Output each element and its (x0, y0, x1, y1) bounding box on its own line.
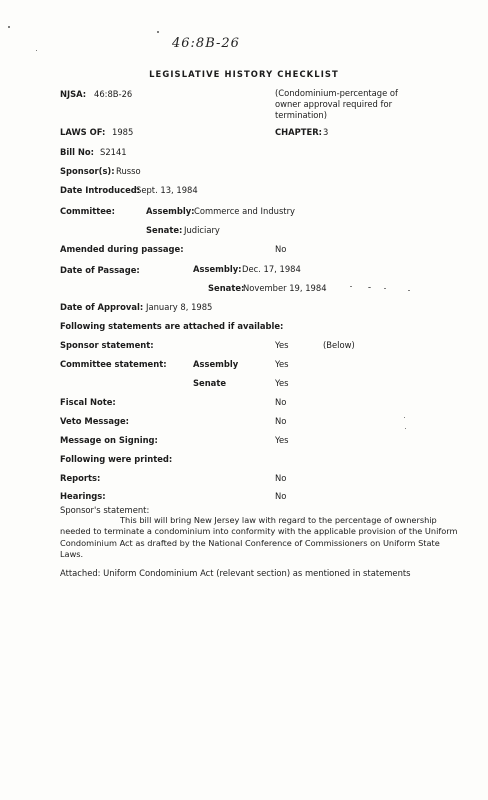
message-on-signing-label: Message on Signing: (60, 435, 158, 445)
amended-value: No (275, 244, 287, 254)
committee-assembly-value: Commerce and Industry (194, 206, 295, 216)
bill-no-label: Bill No: (60, 147, 95, 157)
committee-statement-senate-value: Yes (275, 378, 289, 388)
sponsors-value: Russo (116, 166, 141, 176)
page-title: LEGISLATIVE HISTORY CHECKLIST (149, 69, 339, 79)
hearings-value: No (275, 491, 287, 501)
sponsor-statement-text (60, 515, 460, 560)
date-of-approval-value: January 8, 1985 (146, 302, 213, 312)
committee-senate-label: Senate: (146, 225, 183, 235)
passage-senate-value: November 19, 1984 (243, 283, 327, 293)
sponsor-statement-value: Yes (275, 340, 289, 350)
sponsor-statement-heading: Sponsor's statement: (60, 505, 150, 515)
committee-statement-senate-label: Senate (193, 378, 227, 388)
date-of-approval-label: Date of Approval: (60, 302, 144, 312)
scan-speck (404, 417, 405, 418)
date-introduced-value: Sept. 13, 1984 (136, 185, 198, 195)
njsa-value: 46:8B-26 (94, 89, 133, 99)
attached-heading: Following statements are attached if available: (60, 321, 284, 331)
bill-no-value: S2141 (100, 147, 127, 157)
fiscal-note-label: Fiscal Note: (60, 397, 116, 407)
committee-senate-value: Judiciary (184, 225, 220, 235)
scan-speck (157, 31, 159, 33)
passage-assembly-label: Assembly: (193, 264, 242, 274)
sponsors-label: Sponsor(s): (60, 166, 115, 176)
scan-speck (408, 290, 410, 291)
veto-message-value: No (275, 416, 287, 426)
committee-statement-label: Committee statement: (60, 359, 167, 369)
attached-note: Attached: Uniform Condominium Act (relevant section) as mentioned in statements (60, 568, 411, 578)
description-line-2: owner approval required for (275, 99, 393, 109)
fiscal-note-value: No (275, 397, 287, 407)
sponsor-statement-label: Sponsor statement: (60, 340, 154, 350)
scan-speck (36, 50, 37, 51)
committee-label: Committee: (60, 206, 115, 216)
reports-label: Reports: (60, 473, 101, 483)
scan-speck (368, 287, 371, 288)
passage-assembly-value: Dec. 17, 1984 (242, 264, 301, 274)
scan-speck (350, 286, 352, 287)
handwritten-reference: 46:8B-26 (172, 36, 240, 51)
sponsor-statement-note: (Below) (323, 340, 355, 350)
njsa-label: NJSA: (60, 89, 87, 99)
chapter-value: 3 (323, 127, 329, 137)
scan-speck (384, 288, 386, 289)
committee-statement-assembly-label: Assembly (193, 359, 239, 369)
committee-statement-assembly-value: Yes (275, 359, 289, 369)
description-line-1: (Condominium-percentage of (275, 88, 399, 98)
laws-of-label: LAWS OF: (60, 127, 106, 137)
hearings-label: Hearings: (60, 491, 106, 501)
committee-assembly-label: Assembly: (146, 206, 195, 216)
amended-label: Amended during passage: (60, 244, 184, 254)
date-introduced-label: Date Introduced: (60, 185, 141, 195)
scan-speck (8, 26, 10, 28)
sponsor-statement-body: This bill will bring New Jersey law with regard to the percentage of ownership needed to terminate a condominium into conformity with the applicable provision of the Uniform Condominium Act as drafted by the National Conference of Commissioners on Uniform State Laws. (60, 515, 458, 559)
veto-message-label: Veto Message: (60, 416, 130, 426)
printed-heading: Following were printed: (60, 454, 173, 464)
passage-senate-label: Senate: (208, 283, 245, 293)
laws-of-value: 1985 (112, 127, 134, 137)
chapter-label: CHAPTER: (275, 127, 323, 137)
message-on-signing-value: Yes (275, 435, 289, 445)
description-line-3: termination) (275, 110, 327, 120)
date-of-passage-label: Date of Passage: (60, 265, 140, 275)
reports-value: No (275, 473, 287, 483)
scan-speck (405, 428, 406, 429)
